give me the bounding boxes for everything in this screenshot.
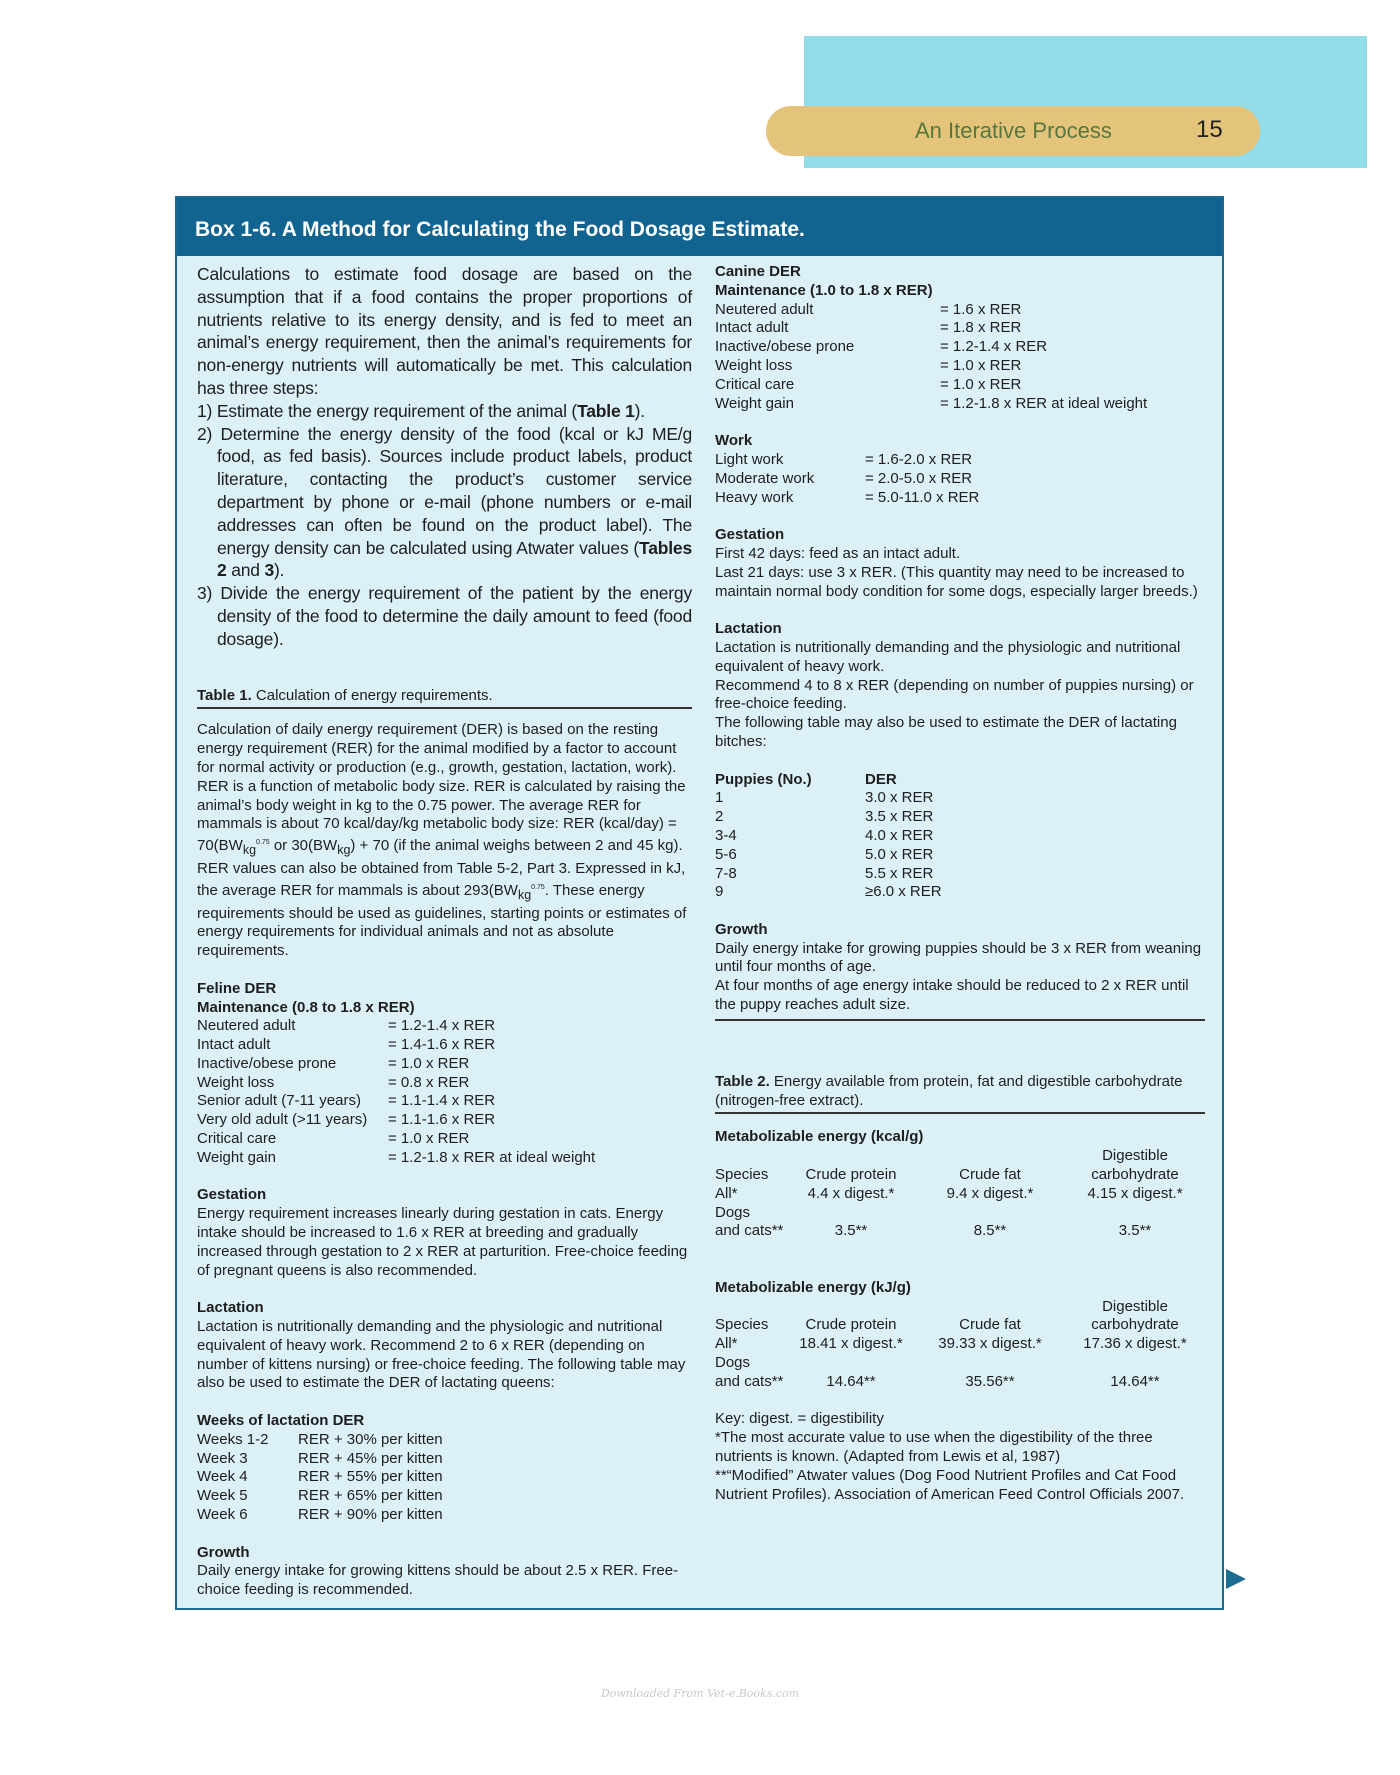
table-row: All* 18.41 x digest.* 39.33 x digest.* 17.36 x digest.* [715,1335,1187,1353]
key-line1: Key: digest. = digestibility [715,1410,884,1428]
table1-text: Calculation of daily energy requirement (DER) is based on the resting energy requirement (RER) for the animal modified by a factor to account for normal activity or production (e.g., growth, gestation, lactation, work). RER is a function of metabolic body size. RER is calculated by raising the animal’s body weight in kg to the 0.75 power. The average RER for mammals is about 70 kcal/day/kg metabolic body size: RER (kcal/day) = $70(BW_{kg}^{0.75}$ or $30(BW_{kg}) + 70$ (if the animal weighs between 2 and 45 kg). RER values can also be obtained from Table 5-2, Part 3. Expressed in kJ, the average RER for mammals is about $293(BW_{kg}^{0.75}$. These energy requirements should be used as guidelines, starting points or estimates of energy requirements for individual animals and not as absolute requirements. [197,721,687,960]
weeks-list [197,1431,692,1525]
canine-lactation-text2: Recommend 4 to 8 x RER (depending on number of puppies nursing) or free-choice feeding. [715,676,1194,713]
kj-table [715,1298,1205,1392]
list-item: Senior adult (7-11 years) = 1.1-1.4 x RER [197,1092,496,1110]
section-title: An Iterative Process [915,118,1112,143]
list-item: Week 5 RER + 65% per kitten [197,1487,443,1505]
table-row: Digestible [1102,1147,1168,1165]
canine-growth-text2: At four months of age energy intake should be reduced to 2 x RER until the puppy reaches adult size. [715,977,1189,1014]
canine-lactation-text3: The following table may also be used to estimate the DER of lactating bitches: [715,714,1177,750]
table-row: Dogs [715,1203,751,1221]
list-item: Week 6 RER + 90% per kitten [197,1506,443,1524]
intro-paragraph: Calculations to estimate food dosage are based on the assumption that if a food contains the proper proportions of nutrients relative to its energy density, and is fed to meet an animal’s energy requirement, then the animal’s requirements for non-energy nutrients will automatically be met. This calculation has three steps: [197,264,692,398]
list-item: Neutered adult = 1.6 x RER [715,300,1022,318]
table-row: Dogs [715,1354,751,1372]
list-item: Week 4 RER + 55% per kitten [197,1468,443,1486]
work-title: Work [715,432,753,450]
continue-arrow-icon [1226,1569,1246,1589]
kcal-title: Metabolizable energy (kcal/g) [715,1128,924,1146]
canine-title: Canine DER [715,263,801,280]
table-row: 5-6 5.0 x RER [715,845,934,863]
canine-maint-title: Maintenance (1.0 to 1.8 x RER) [715,281,933,299]
table1-body [197,721,692,1600]
list-item: Weight gain = 1.2-1.8 x RER at ideal weight [715,394,1148,412]
list-item: Weight loss = 1.0 x RER [715,356,1022,374]
list-item: Inactive/obese prone = 1.0 x RER [197,1054,470,1072]
feline-growth-text: Daily energy intake for growing kittens should be about 2.5 x RER. Free-choice feeding is recommended. [197,1562,679,1599]
canine-growth-text1: Daily energy intake for growing puppies should be 3 x RER from weaning until four months of age. [715,939,1202,976]
intro-text [197,263,692,651]
table2-caption: Table 2. Energy available from protein, fat and digestible carbohydrate (nitrogen-free extract). [715,1073,1205,1115]
feline-lactation-text: Lactation is nutritionally demanding and the physiologic and nutritional equivalent of heavy work. Recommend 2 to 6 x RER (depending on number of kittens nursing) or free-choice feeding. The following table may also be used to estimate the DER of lactating queens: [197,1318,686,1392]
feline-gestation-title: Gestation [197,1186,267,1204]
list-item: Very old adult (>11 years) = 1.1-1.6 x RER [197,1111,496,1129]
list-item: Neutered adult = 1.2-1.4 x RER [197,1017,496,1035]
table1-caption: Table 1. Calculation of energy requirements. [197,687,692,710]
right-column [715,263,1205,1504]
kcal-table [715,1147,1205,1241]
list-item: Light work = 1.6-2.0 x RER [715,450,973,468]
table-row: and cats** 3.5** 8.5** 3.5** [715,1222,1152,1240]
table-row: and cats** 14.64** 35.56** 14.64** [715,1372,1160,1390]
list-item: Inactive/obese prone = 1.2-1.4 x RER [715,338,1048,356]
table-row: 9 ≥6.0 x RER [715,883,942,901]
feline-title: Feline DER [197,979,277,997]
table-row: 7-8 5.5 x RER [715,864,934,882]
list-item: Critical care = 1.0 x RER [715,375,1022,393]
feline-growth-title: Growth [197,1543,250,1561]
page-number: 15 [1196,116,1223,143]
canine-lactation-title: Lactation [715,620,782,638]
feline-maint-title: Maintenance (0.8 to 1.8 x RER) [197,998,415,1016]
puppies-header: Puppies (No.) DER [715,770,897,788]
box-header [177,198,1222,256]
puppies-table [715,771,1205,903]
key-line3: **“Modified” Atwater values (Dog Food Nutrient Profiles and Cat Food Nutrient Profiles). Association of American Feed Control Officials 2007. [715,1466,1185,1503]
step-1: 1) Estimate the energy requirement of the animal (Table 1). [197,400,645,421]
canine-maint-list [715,301,1205,414]
canine-lactation-text1: Lactation is nutritionally demanding and the physiologic and nutritional equivalent of heavy work. [715,638,1181,675]
list-item: Moderate work = 2.0-5.0 x RER [715,469,973,487]
table-header: Species Crude protein Crude fat carbohydrate [715,1316,1179,1334]
list-item: Intact adult = 1.4-1.6 x RER [197,1036,496,1054]
canine-growth-title: Growth [715,920,768,938]
list-item: Weight loss = 0.8 x RER [197,1073,470,1091]
watermark: Downloaded From Vet-e.Books.com [600,1687,800,1700]
work-list [715,451,1205,507]
table-row: Digestible [1102,1297,1168,1315]
list-item: Critical care = 1.0 x RER [197,1130,470,1148]
step-3: 3) Divide the energy requirement of the patient by the energy density of the food to determine the daily amount to feed (food dosage). [197,583,692,649]
feline-lactation-title: Lactation [197,1299,264,1317]
feline-gestation-text: Energy requirement increases linearly during gestation in cats. Energy intake should be increased to 1.6 x RER at breeding and gradually increased through gestation to 2 x RER at parturition. Free-choice feeding of pregnant queens is also recommended. [197,1205,688,1279]
table-row: All* 4.4 x digest.* 9.4 x digest.* 4.15 x digest.* [715,1184,1183,1202]
list-item: Weight gain = 1.2-1.8 x RER at ideal weight [197,1148,596,1166]
left-column [197,263,692,1600]
table-row: 2 3.5 x RER [715,808,934,826]
step-2: 2) Determine the energy density of the food (kcal or kJ ME/g food, as fed basis). Sources include product labels, product literature, contacting the product’s customer service department by phone or e-mail (phone numbers or e-mail addresses can often be found on the product label). The energy density can be calculated using Atwater values (Tables 2 and 3). [197,423,692,581]
table-row: 1 3.0 x RER [715,789,934,807]
feline-maint-list [197,1017,692,1167]
list-item: Heavy work = 5.0-11.0 x RER [715,488,980,506]
canine-gestation-line1: First 42 days: feed as an intact adult. [715,544,961,562]
weeks-title: Weeks of lactation DER [197,1412,365,1430]
table-row: 3-4 4.0 x RER [715,826,934,844]
list-item: Week 3 RER + 45% per kitten [197,1449,443,1467]
list-item: Weeks 1-2 RER + 30% per kitten [197,1430,443,1448]
list-item: Intact adult = 1.8 x RER [715,319,1022,337]
table-header: Species Crude protein Crude fat carbohydrate [715,1166,1179,1184]
key-line2: *The most accurate value to use when the digestibility of the three nutrients is known. (Adapted from Lewis et al, 1987) [715,1429,1153,1466]
canine-gestation-line2: Last 21 days: use 3 x RER. (This quantity may need to be increased to maintain normal body condition for some dogs, especially larger breeds.) [715,563,1198,600]
box-title: Box 1-6. A Method for Calculating the Food Dosage Estimate. [195,218,805,241]
canine-gestation-title: Gestation [715,526,785,544]
kj-title: Metabolizable energy (kJ/g) [715,1278,911,1296]
